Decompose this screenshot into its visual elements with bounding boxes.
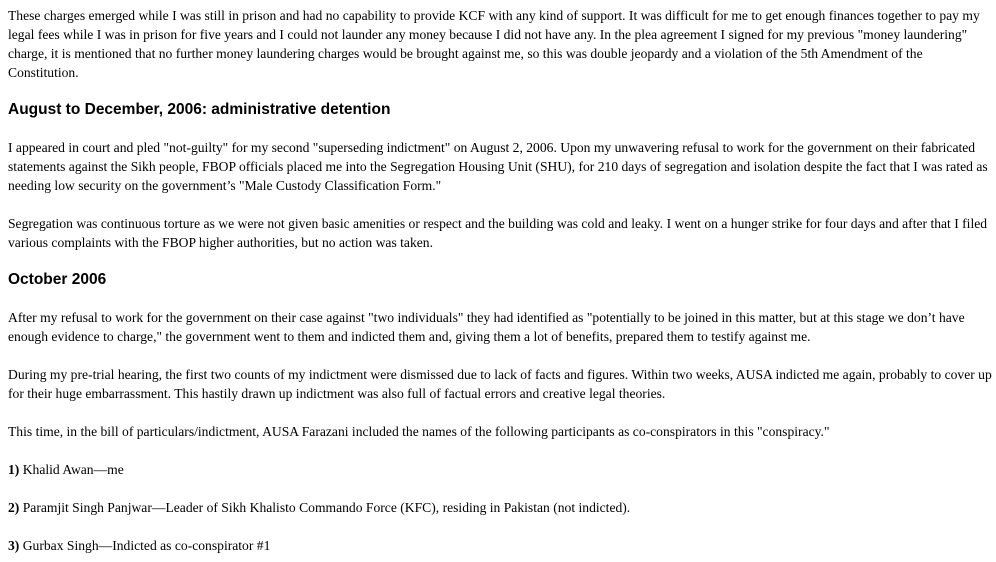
list-item-number: 3) [8, 538, 20, 553]
list-item-text: Paramjit Singh Panjwar—Leader of Sikh Khalisto Commando Force (KFC), residing in Pakistan (not indicted). [19, 500, 631, 515]
list-item-number: 1) [8, 462, 20, 477]
list-item-text: Khalid Awan—me [19, 462, 124, 477]
list-item [8, 460, 994, 479]
list-item-text: Gurbax Singh—Indicted as co-conspirator #1 [19, 538, 271, 553]
list-item-number: 2) [8, 500, 20, 515]
paragraph-court-appearance: I appeared in court and pled "not-guilty" for my second "superseding indictment" on August 2, 2006. Upon my unwavering refusal to work for the government on their fabricated statements against the Sikh people, FBOP officials placed me into the Segregation Housing Unit (SHU), for 210 days of segregation and isolation despite the fact that I was rated as needing low security on the government’s "Male Custody Classification Form." [8, 140, 988, 193]
heading-october-2006: October 2006 [8, 271, 107, 288]
paragraph-refusal: After my refusal to work for the government on their case against "two individuals" they had identified as "potentially to be joined in this matter, but at this stage we don’t have enough evidence to charge," the government went to them and indicted them and, giving them a lot of benefits, prepared them to testify against me. [8, 310, 965, 344]
list-item [8, 498, 994, 517]
document-body [8, 6, 994, 555]
paragraph-pretrial-hearing: During my pre-trial hearing, the first two counts of my indictment were dismissed due to lack of facts and figures. Within two weeks, AUSA indicted me again, probably to cover up for their huge embarrassment. This hastily drawn up indictment was also full of factual errors and creative legal theories. [8, 367, 992, 401]
paragraph-charges: These charges emerged while I was still in prison and had no capability to provide KCF with any kind of support. It was difficult for me to get enough finances together to pay my legal fees while I was in prison for five years and I could not launder any money because I did not have any. In the plea agreement I signed for my previous "money laundering" charge, it is mentioned that no further money laundering charges would be brought against me, so this was double jeopardy and a violation of the 5th Amendment of the Constitution. [8, 8, 980, 80]
heading-administrative-detention: August to December, 2006: administrative detention [8, 101, 391, 118]
list-item [8, 536, 994, 555]
paragraph-segregation: Segregation was continuous torture as we were not given basic amenities or respect and the building was cold and leaky. I went on a hunger strike for four days and after that I filed various complaints with the FBOP higher authorities, but no action was taken. [8, 216, 988, 250]
paragraph-bill-of-particulars: This time, in the bill of particulars/indictment, AUSA Farazani included the names of the following participants as co-conspirators in this "conspiracy." [8, 424, 830, 439]
